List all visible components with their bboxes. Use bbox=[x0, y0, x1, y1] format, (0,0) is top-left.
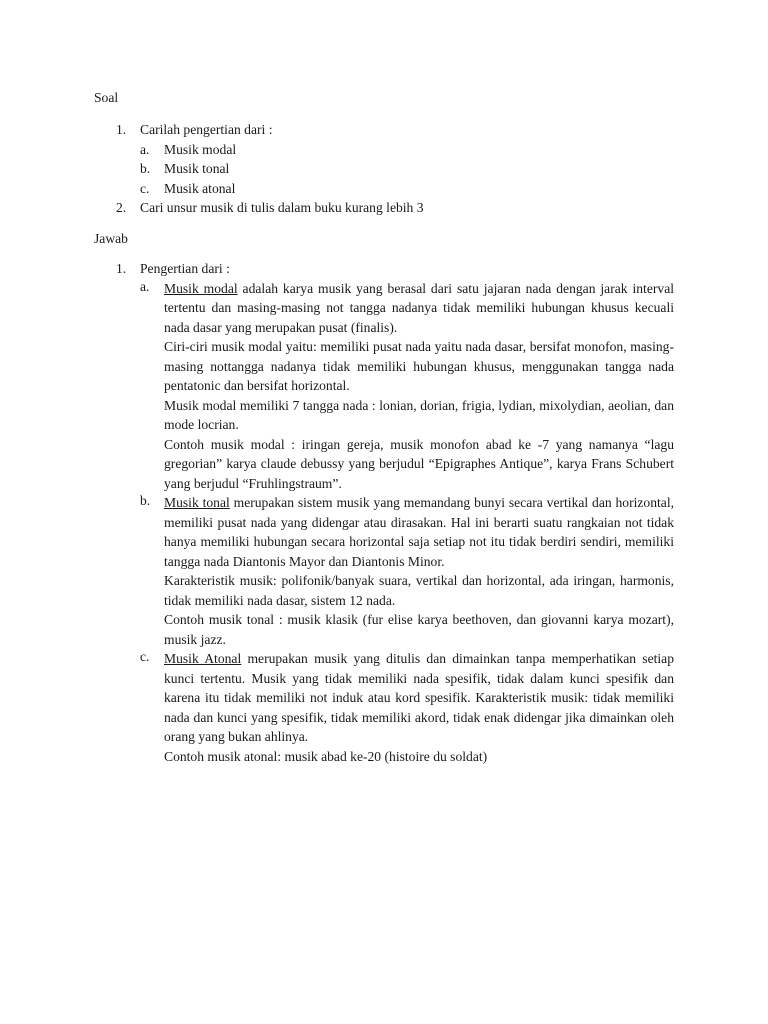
musik-tonal-definition: merupakan sistem musik yang memandang bunyi secara vertikal dan horizontal, memiliki pusat nada yang didengar atau dirasakan. Hal ini berarti suatu rangkaian not tidak hanya memiliki hubungan secara horizontal saja setiap not itu tidak berdiri sendiri, memiliki tangga nada Diantonis Mayor dan Diantonis Minor. bbox=[164, 495, 675, 569]
soal-item-1-text: Carilah pengertian dari : bbox=[140, 122, 273, 137]
musik-atonal-definition: merupakan musik yang ditulis dan dimainkan tanpa memperhatikan setiap kunci tertentu. Musik yang tidak memiliki nada spesifik, tidak dalam kunci spesifik dan karena itu tidak memiliki not induk atau kord spesifik. Karakteristik musik: tidak memiliki nada dan kunci yang spesifik, tidak memiliki akord, tidak enak didengar jika dimainkan oleh orang yang bukan ahlinya. bbox=[164, 651, 675, 744]
soal-item-1-number: 1. bbox=[116, 122, 127, 137]
soal-subitem-c-text: Musik atonal bbox=[164, 180, 236, 196]
musik-atonal-term: Musik Atonal bbox=[164, 651, 242, 666]
musik-atonal-paragraph-2: Contoh musik atonal: musik abad ke-20 (histoire du soldat) bbox=[164, 748, 488, 764]
jawab-subitem-musik-atonal bbox=[0, 649, 768, 766]
musik-modal-paragraph-1 bbox=[0, 279, 674, 338]
musik-tonal-paragraph-1 bbox=[0, 493, 674, 571]
jawab-subitem-a-letter: a. bbox=[140, 278, 150, 294]
jawab-item-1 bbox=[0, 259, 768, 279]
soal-item-2 bbox=[0, 198, 768, 218]
musik-modal-paragraph-3: Musik modal memiliki 7 tangga nada : lonian, dorian, frigia, lydian, mixolydian, aeolian, dan mode locrian. bbox=[164, 397, 674, 432]
soal-subitem-c bbox=[0, 179, 768, 199]
jawab-item-1-text: Pengertian dari : bbox=[140, 261, 230, 276]
musik-tonal-paragraph-3: Contoh musik tonal : musik klasik (fur elise karya beethoven, dan giovanni karya mozart), musik jazz. bbox=[164, 612, 674, 647]
jawab-answer-list bbox=[0, 259, 768, 766]
soal-subitem-b bbox=[0, 159, 768, 179]
soal-subitem-c-letter: c. bbox=[140, 180, 150, 196]
musik-tonal-term: Musik tonal bbox=[164, 495, 230, 510]
soal-item-1 bbox=[0, 120, 768, 140]
soal-subitem-a-text: Musik modal bbox=[164, 141, 237, 157]
soal-question-list bbox=[0, 120, 768, 218]
jawab-subitem-musik-tonal bbox=[0, 493, 768, 649]
soal-subitem-b-letter: b. bbox=[140, 161, 151, 176]
soal-heading: Soal bbox=[94, 90, 119, 105]
musik-modal-term: Musik modal bbox=[164, 280, 238, 296]
musik-atonal-paragraph-1 bbox=[0, 649, 674, 747]
musik-tonal-paragraph-2: Karakteristik musik: polifonik/banyak suara, vertikal dan horizontal, ada iringan, harmonis, tidak memiliki nada dasar, sistem 12 nada. bbox=[164, 573, 674, 608]
jawab-heading: Jawab bbox=[94, 231, 128, 246]
jawab-item-1-number: 1. bbox=[116, 261, 127, 276]
soal-item-2-text: Cari unsur musik di tulis dalam buku kurang lebih 3 bbox=[140, 200, 424, 215]
musik-modal-definition: adalah karya musik yang berasal dari satu jajaran nada dengan jarak interval tertentu dan masing-masing not tangga nadanya tidak memiliki hubungan khusus kecuali nada dasar yang merupakan pusat (finalis). bbox=[164, 280, 674, 335]
musik-modal-paragraph-4: Contoh musik modal : iringan gereja, musik monofon abad ke -7 yang namanya “lagu gregorian” karya claude debussy yang berjudul “Epigraphes Antique”, karya Frans Schubert yang berjudul “Fruhlingstraum”. bbox=[164, 436, 674, 491]
jawab-subitem-musik-modal bbox=[0, 279, 768, 494]
jawab-subitem-c-letter: c. bbox=[140, 649, 150, 664]
soal-subitem-a-letter: a. bbox=[140, 141, 150, 157]
musik-modal-paragraph-2: Ciri-ciri musik modal yaitu: memiliki pusat nada yaitu nada dasar, bersifat monofon, masing-masing nottangga nadanya tidak memiliki hubungan khusus, menggunakan tangga nada pentatonic dan bersifat horizontal. bbox=[164, 339, 674, 393]
soal-subitem-a bbox=[0, 140, 768, 160]
jawab-subitem-b-letter: b. bbox=[140, 493, 151, 508]
soal-subitem-b-text: Musik tonal bbox=[164, 161, 230, 176]
soal-item-2-number: 2. bbox=[116, 200, 127, 215]
